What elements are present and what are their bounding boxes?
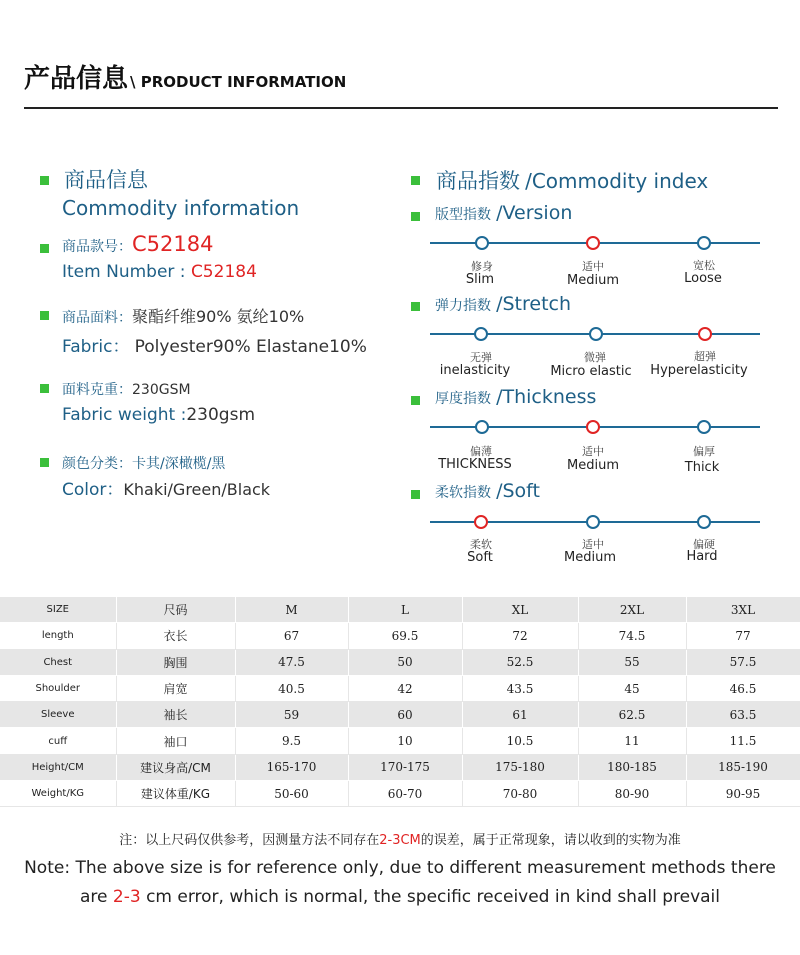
item-number-value: C52184 [132,232,214,256]
table-cell: length [0,623,116,649]
table-header-cell: L [348,597,462,623]
table-cell: 80-90 [578,781,686,807]
color-label-en: Color： [62,480,124,500]
table-cell: 52.5 [462,649,578,675]
table-header-cell: 2XL [578,597,686,623]
table-cell: 170-175 [348,754,462,780]
index-thickness-name-cn: 厚度指数 [435,391,491,407]
fabric-weight-en-row [62,405,255,425]
section-title-cn: 商品信息 [64,168,148,192]
table-cell: 59 [235,702,348,728]
size-table-body [0,597,800,807]
header-divider [24,107,778,109]
table-cell: 袖口 [116,728,235,754]
bullet-icon [411,302,420,311]
note-en-before: are [79,887,108,907]
table-cell: 40.5 [235,675,348,701]
table-cell: 袖长 [116,702,235,728]
table-cell: 建议体重/KG [116,781,235,807]
table-cell: 165-170 [235,754,348,780]
note-cn-highlight: 2-3CM [379,833,421,848]
table-header-cell: 尺码 [116,597,235,623]
version-dot-1 [586,236,600,250]
table-cell: 10.5 [462,728,578,754]
table-cell: 185-190 [686,754,800,780]
bullet-icon [40,176,49,185]
table-cell: 57.5 [686,649,800,675]
item-number-row [62,232,213,256]
index-title-cn: 商品指数 [436,169,520,193]
fabric-weight-value-cn: 230GSM [132,382,191,398]
table-cell: 61 [462,702,578,728]
table-header-cell: SIZE [0,597,116,623]
thickness-option-0-en: THICKNESS [438,457,512,472]
table-cell: Weight/KG [0,781,116,807]
bullet-icon [40,384,49,393]
stretch-dot-2 [698,327,712,341]
note-cn-after: 的误差，属于正常现象，请以收到的实物为准 [420,833,681,848]
fabric-row [62,304,304,327]
thickness-option-0-cn: 偏薄 [470,445,492,458]
table-cell: 55 [578,649,686,675]
soft-option-2-en: Hard [686,549,718,564]
fabric-en-row [62,332,367,357]
version-option-1-en: Medium [567,273,619,288]
index-soft-name-cn: 柔软指数 [435,485,491,501]
fabric-weight-label-en: Fabric weight : [62,405,187,425]
table-cell: 60 [348,702,462,728]
stretch-option-0-en: inelasticity [439,363,511,378]
stretch-option-2-cn: 超弹 [694,350,716,363]
stretch-option-0-cn: 无弹 [470,351,492,364]
thickness-dot-2 [697,420,711,434]
soft-dot-2 [697,515,711,529]
version-option-2-cn: 宽松 [693,259,715,272]
item-number-label-en: Item Number : [62,262,186,282]
table-cell: Chest [0,649,116,675]
fabric-label-cn: 商品面料： [62,310,132,326]
table-cell: 9.5 [235,728,348,754]
index-title [436,165,708,195]
table-cell: Shoulder [0,675,116,701]
thickness-option-2-cn: 偏厚 [693,445,715,458]
version-option-2-en: Loose [684,271,722,286]
note-en-highlight: 2-3 [112,887,141,907]
note-cn-before: 注：以上尺码仅供参考，因测量方法不同存在 [119,833,380,848]
index-stretch-name-cn: 弹力指数 [435,298,491,314]
fabric-value-en: Polyester90% Elastane10% [134,337,367,357]
stretch-option-1-en: Micro elastic [550,364,632,379]
table-cell: 63.5 [686,702,800,728]
table-cell: 90-95 [686,781,800,807]
fabric-value-cn: 聚酯纤维90% 氨纶10% [132,307,305,326]
soft-option-0-en: Soft [467,550,493,565]
index-stretch-title [435,293,571,315]
table-header-cell: M [235,597,348,623]
table-cell: 69.5 [348,623,462,649]
table-cell: 60-70 [348,781,462,807]
fabric-label-en: Fabric： [62,337,130,357]
item-number-en-row [62,262,257,282]
table-cell: 50 [348,649,462,675]
table-cell: 77 [686,623,800,649]
table-row [0,728,800,754]
thickness-dot-1 [586,420,600,434]
version-dot-0 [475,236,489,250]
table-cell: 11.5 [686,728,800,754]
thickness-option-1-cn: 适中 [582,445,604,458]
fabric-weight-label-cn: 面料克重： [62,382,132,398]
table-cell: 42 [348,675,462,701]
table-cell: 肩宽 [116,675,235,701]
table-row [0,649,800,675]
fabric-weight-row [62,379,191,399]
table-cell: 43.5 [462,675,578,701]
stretch-option-1-cn: 微弹 [584,351,606,364]
section-title-en: Commodity information [62,196,300,220]
color-value-en: Khaki/Green/Black [123,480,271,499]
index-soft-name-en: /Soft [496,480,540,502]
table-cell: 67 [235,623,348,649]
table-cell: 46.5 [686,675,800,701]
bullet-icon [40,244,49,253]
item-number-label-cn: 商品款号： [62,239,132,255]
index-soft-title [435,480,540,502]
index-thickness-name-en: /Thickness [496,386,597,408]
table-cell: 45 [578,675,686,701]
note-en-line2 [0,887,800,907]
table-header-cell: XL [462,597,578,623]
color-label-cn: 颜色分类： [62,456,132,472]
version-dot-2 [697,236,711,250]
soft-option-0-cn: 柔软 [470,538,492,551]
table-header-row [0,597,800,623]
table-cell: 62.5 [578,702,686,728]
table-row [0,754,800,780]
color-row [62,453,225,473]
color-value-cn: 卡其/深橄榄/黑 [132,456,226,472]
bullet-icon [411,396,420,405]
table-cell: 70-80 [462,781,578,807]
thickness-option-2-en: Thick [684,460,720,475]
table-cell: 衣长 [116,623,235,649]
color-en-row [62,475,270,500]
table-row [0,781,800,807]
table-cell: 建议身高/CM [116,754,235,780]
table-cell: 47.5 [235,649,348,675]
version-option-1-cn: 适中 [582,260,604,273]
soft-option-1-en: Medium [564,550,616,565]
page-title-cn: 产品信息 [24,64,129,94]
page-title [24,58,346,95]
table-cell: 72 [462,623,578,649]
table-cell: Sleeve [0,702,116,728]
stretch-dot-0 [474,327,488,341]
thickness-dot-0 [475,420,489,434]
table-cell: 74.5 [578,623,686,649]
soft-dot-1 [586,515,600,529]
index-version-name-en: /Version [496,202,573,224]
index-thickness-title [435,386,596,408]
bullet-icon [411,212,420,221]
fabric-weight-value-en: 230gsm [186,405,255,425]
page-title-en: \ PRODUCT INFORMATION [130,73,347,91]
index-stretch-name-en: /Stretch [496,293,572,315]
table-cell: cuff [0,728,116,754]
table-cell: Height/CM [0,754,116,780]
table-cell: 180-185 [578,754,686,780]
table-cell: 50-60 [235,781,348,807]
table-cell: 10 [348,728,462,754]
table-row [0,702,800,728]
thickness-option-1-en: Medium [567,458,619,473]
stretch-option-2-en: Hyperelasticity [650,363,748,378]
table-cell: 175-180 [462,754,578,780]
soft-dot-0 [474,515,488,529]
bullet-icon [40,458,49,467]
index-version-name-cn: 版型指数 [435,207,491,223]
version-option-0-cn: 修身 [471,260,493,273]
note-cn [0,829,800,848]
size-table [0,597,800,807]
table-cell: 胸围 [116,649,235,675]
soft-option-1-cn: 适中 [582,538,604,551]
note-en-line1: Note: The above size is for reference only, due to different measurement methods there [24,858,776,878]
table-header-cell: 3XL [686,597,800,623]
table-cell: 11 [578,728,686,754]
bullet-icon [40,311,49,320]
stretch-dot-1 [589,327,603,341]
item-number-value-en: C52184 [190,262,257,282]
index-title-en: /Commodity index [525,169,709,193]
note-en-after: cm error, which is normal, the specific received in kind shall prevail [146,887,721,907]
version-option-0-en: Slim [465,272,495,287]
table-row [0,623,800,649]
index-version-title [435,202,572,224]
bullet-icon [411,176,420,185]
soft-option-2-cn: 偏硬 [693,538,715,551]
table-row [0,675,800,701]
bullet-icon [411,490,420,499]
